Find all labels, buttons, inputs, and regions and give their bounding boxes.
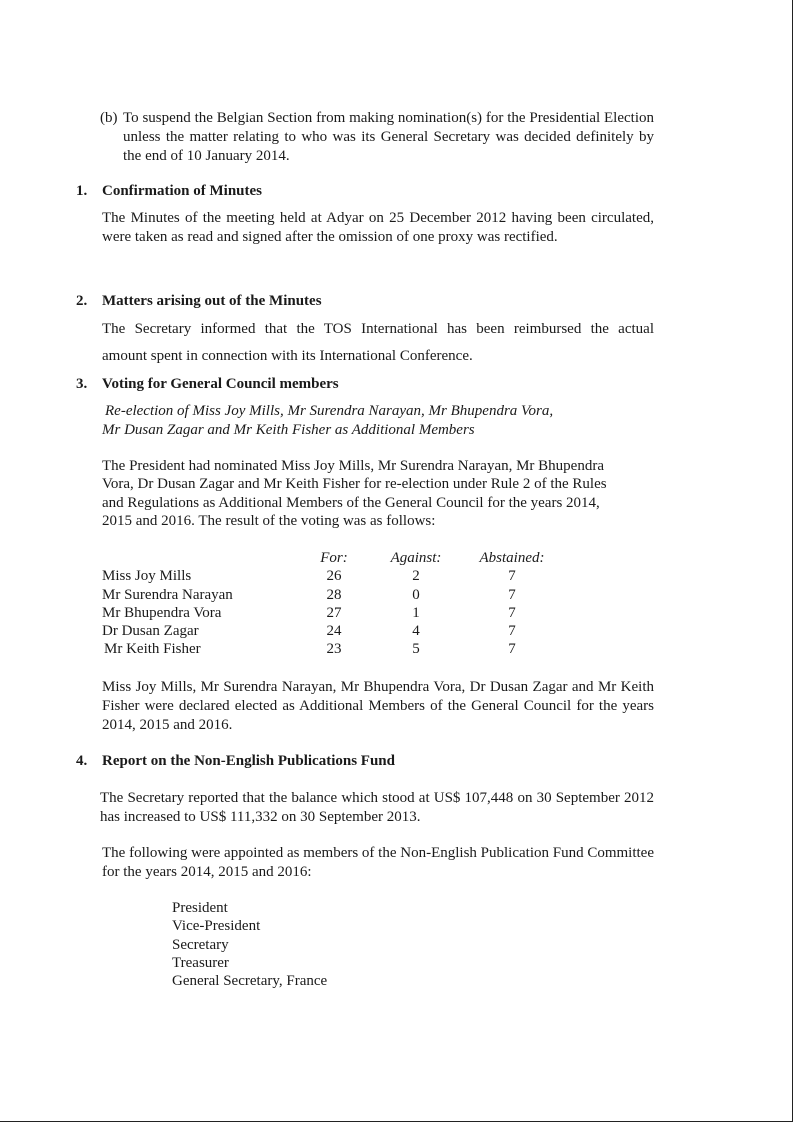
row-for: 27 bbox=[326, 604, 342, 621]
section-4-number: 4. bbox=[76, 753, 88, 769]
row-abstained: 7 bbox=[508, 623, 516, 640]
page-border-bottom bbox=[0, 1121, 793, 1122]
row-against: 4 bbox=[412, 623, 420, 640]
section-3-title: Voting for General Council members bbox=[102, 376, 339, 392]
table-row bbox=[102, 622, 562, 640]
table-row bbox=[102, 604, 562, 622]
section-1-number: 1. bbox=[76, 183, 88, 199]
list-item: General Secretary, France bbox=[172, 973, 328, 990]
row-for: 23 bbox=[326, 641, 342, 658]
table-row bbox=[102, 586, 562, 604]
section-2-paragraph-line-1: The Secretary informed that the TOS International has been reimbursed the actual bbox=[102, 321, 654, 337]
section-1-paragraph: The Minutes of the meeting held at Adyar on 25 December 2012 having been circulated, were taken as read and signed after the omission of one proxy was rectified. bbox=[102, 210, 654, 245]
header-abstained: Abstained: bbox=[479, 550, 545, 566]
section-3-intro bbox=[102, 457, 607, 530]
row-abstained: 7 bbox=[508, 604, 516, 621]
section-1-heading bbox=[76, 182, 262, 201]
section-3-intro-line-2: Vora, Dr Dusan Zagar and Mr Keith Fisher for re-election under Rule 2 of the Rules bbox=[102, 476, 607, 493]
row-name: Dr Dusan Zagar bbox=[102, 623, 199, 640]
row-for: 24 bbox=[326, 623, 342, 640]
row-abstained: 7 bbox=[508, 641, 516, 658]
row-name: Mr Bhupendra Vora bbox=[102, 604, 222, 621]
section-1-title: Confirmation of Minutes bbox=[102, 183, 262, 199]
header-against: Against: bbox=[390, 550, 442, 566]
section-3-subtitle-line-2: Mr Dusan Zagar and Mr Keith Fisher as Additional Members bbox=[102, 422, 475, 438]
header-for: For: bbox=[320, 550, 348, 566]
list-item: Treasurer bbox=[172, 954, 229, 971]
section-2-heading bbox=[76, 292, 322, 311]
row-name: Mr Surendra Narayan bbox=[102, 586, 233, 603]
item-b-marker: (b) bbox=[100, 110, 118, 126]
row-against: 2 bbox=[412, 568, 420, 585]
row-abstained: 7 bbox=[508, 586, 516, 603]
section-3-intro-line-4: 2015 and 2016. The result of the voting was as follows: bbox=[102, 512, 436, 529]
section-3-number: 3. bbox=[76, 376, 88, 392]
list-item: Secretary bbox=[172, 936, 229, 953]
item-b bbox=[100, 109, 654, 166]
row-against: 0 bbox=[412, 586, 420, 603]
row-for: 26 bbox=[326, 568, 342, 585]
section-4-paragraph-2: The following were appointed as members of the Non-English Publication Fund Committee for the years 2014, 2015 and 2016: bbox=[102, 845, 654, 880]
committee-list bbox=[172, 899, 327, 990]
row-against: 1 bbox=[412, 604, 420, 621]
section-4-paragraph-1: The Secretary reported that the balance which stood at US$ 107,448 on 30 September 2012 has increased to US$ 111,332 on 30 September 2013. bbox=[100, 790, 654, 825]
list-item: Vice-President bbox=[172, 918, 261, 935]
section-3-intro-line-1: The President had nominated Miss Joy Mills, Mr Surendra Narayan, Mr Bhupendra bbox=[102, 458, 604, 474]
section-2-title: Matters arising out of the Minutes bbox=[102, 293, 322, 309]
section-3-subtitle-line-1: Re-election of Miss Joy Mills, Mr Surendra Narayan, Mr Bhupendra Vora, bbox=[105, 403, 554, 419]
section-3-heading bbox=[76, 375, 339, 394]
section-4-heading bbox=[76, 752, 395, 771]
vote-table-header bbox=[102, 549, 562, 567]
row-against: 5 bbox=[412, 641, 420, 658]
table-row bbox=[102, 567, 562, 585]
vote-table bbox=[102, 549, 562, 659]
section-2-paragraph-line-2: amount spent in connection with its International Conference. bbox=[102, 348, 473, 364]
table-row bbox=[102, 640, 562, 658]
list-item: President bbox=[172, 900, 228, 916]
item-b-text: To suspend the Belgian Section from making nomination(s) for the Presidential Election unless the matter relating to who was its General Secretary was decided definitely by the end of 10 January 2014. bbox=[123, 110, 654, 164]
page-border-right bbox=[792, 0, 793, 1122]
section-2-number: 2. bbox=[76, 293, 88, 309]
row-name: Miss Joy Mills bbox=[102, 568, 192, 585]
section-3-result: Miss Joy Mills, Mr Surendra Narayan, Mr Bhupendra Vora, Dr Dusan Zagar and Mr Keith Fisher were declared elected as Additional Members of the General Council for the years 2014, 2015 and 2016. bbox=[102, 679, 654, 733]
section-4-title: Report on the Non-English Publications Fund bbox=[102, 753, 395, 769]
section-3-intro-line-3: and Regulations as Additional Members of the General Council for the years 2014, bbox=[102, 494, 600, 511]
row-for: 28 bbox=[326, 586, 342, 603]
row-name: Mr Keith Fisher bbox=[104, 641, 201, 658]
row-abstained: 7 bbox=[508, 568, 516, 585]
